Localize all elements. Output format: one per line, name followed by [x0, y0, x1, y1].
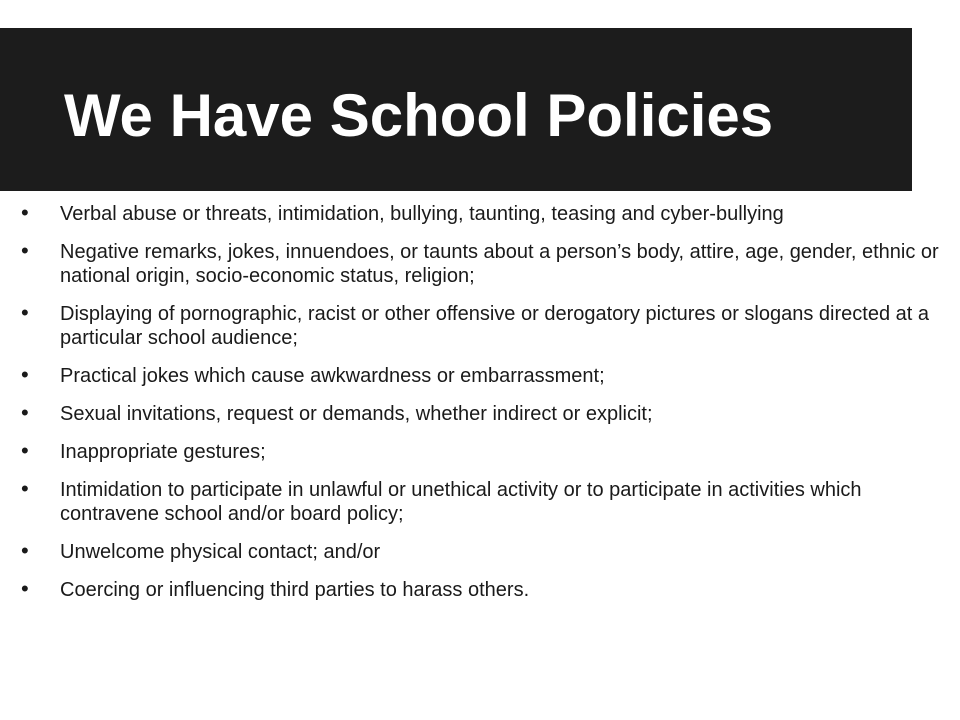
- bullet-item-coercing-third-parties: [18, 578, 943, 602]
- bullet-dot-icon: •: [21, 200, 29, 225]
- bullet-text: Sexual invitations, request or demands, whether indirect or explicit;: [60, 403, 653, 425]
- bullet-dot-icon: •: [21, 300, 29, 325]
- bullet-text: Displaying of pornographic, racist or other offensive or derogatory pictures or slogans directed at a particular school audience;: [60, 303, 929, 349]
- bullet-text: Unwelcome physical contact; and/or: [60, 541, 381, 563]
- bullet-item-physical-contact: [18, 540, 943, 564]
- bullet-text: Verbal abuse or threats, intimidation, bullying, taunting, teasing and cyber-bullying: [60, 203, 784, 225]
- bullet-text: Intimidation to participate in unlawful or unethical activity or to participate in activities which contravene school and/or board policy;: [60, 479, 862, 525]
- bullet-text: Negative remarks, jokes, innuendoes, or taunts about a person’s body, attire, age, gender, ethnic or national origin, socio-economic status, religion;: [60, 241, 939, 287]
- bullet-text: Coercing or influencing third parties to harass others.: [60, 579, 530, 601]
- policy-bullet-list: [18, 202, 943, 616]
- slide-title: We Have School Policies: [64, 82, 774, 149]
- bullet-dot-icon: •: [21, 362, 29, 387]
- bullet-item-negative-remarks: [18, 240, 943, 288]
- bullet-item-intimidation: [18, 478, 943, 526]
- bullet-item-offensive-displays: [18, 302, 943, 350]
- bullet-text: Practical jokes which cause awkwardness or embarrassment;: [60, 365, 605, 387]
- bullet-dot-icon: •: [21, 438, 29, 463]
- bullet-dot-icon: •: [21, 238, 29, 263]
- bullet-item-sexual-invitations: [18, 402, 943, 426]
- bullet-dot-icon: •: [21, 476, 29, 501]
- bullet-dot-icon: •: [21, 576, 29, 601]
- bullet-item-verbal-abuse: [18, 202, 943, 226]
- bullet-dot-icon: •: [21, 538, 29, 563]
- bullet-text: Inappropriate gestures;: [60, 441, 266, 463]
- bullet-item-practical-jokes: [18, 364, 943, 388]
- bullet-dot-icon: •: [21, 400, 29, 425]
- bullet-item-inappropriate-gestures: [18, 440, 943, 464]
